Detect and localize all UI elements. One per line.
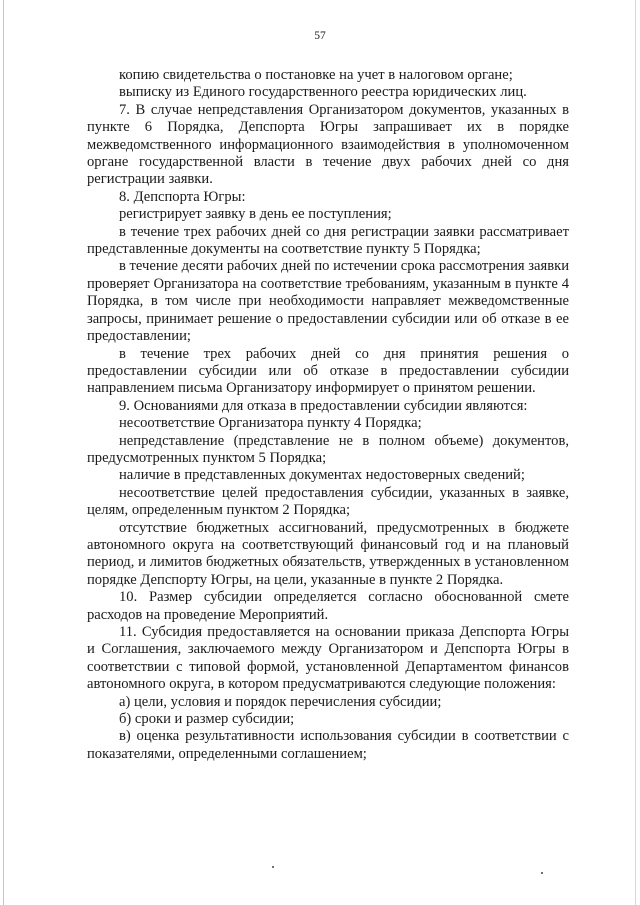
paragraph-three-days-decision: в течение трех рабочих дней со дня принятия решения о предоставлении субсидии или об отказе в предоставлении субсидии направлением письма Организатору информирует о принятом решении. — [87, 345, 569, 397]
paragraph-refusal-4: несоответствие целей предоставления субсидии, указанных в заявке, целям, определенным пунктом 2 Порядка; — [87, 484, 569, 519]
paragraph-tax-certificate: копию свидетельства о постановке на учет в налоговом органе; — [119, 67, 513, 83]
paragraph-three-days-review: в течение трех рабочих дней со дня регистрации заявки рассматривает представленные документы на соответствие пункту 5 Порядка; — [87, 223, 569, 258]
paragraph-item-9: 9. Основаниями для отказа в предоставлении субсидии являются: — [119, 397, 528, 414]
scan-speck — [541, 872, 543, 874]
paragraph-provision-a: а) цели, условия и порядок перечисления субсидии; — [119, 693, 442, 710]
paragraph-provision-c: в) оценка результативности использования субсидии в соответствии с показателями, определенными соглашением; — [87, 728, 569, 762]
paragraph-item-11: 11. Субсидия предоставляется на основании приказа Депспорта Югры и Соглашения, заключаемого между Организатором и Депспорта Югры в соответствии с типовой формой, установленной Департаментом финансов автономного округа, в котором предусматриваются следующие положения: — [87, 624, 569, 693]
paragraph-item-7: 7. В случае непредставления Организатором документов, указанных в пункте 6 Порядка, Депспорта Югры запрашивает их в порядке межведомственного информационного взаимодействия в уполномоченном органе государственной власти в течение двух рабочих дней со дня регистрации заявки. — [87, 101, 569, 188]
paragraph-refusal-5: отсутствие бюджетных ассигнований, предусмотренных в бюджете автономного округа на соответствующий финансовый год и на плановый период, и лимитов бюджетных обязательств, утвержденных в установленном порядке Депспорту Югры, на цели, указанные в пункте 2 Порядка. — [87, 519, 569, 588]
paragraph-refusal-1: несоответствие Организатора пункту 4 Порядка; — [119, 415, 422, 432]
paragraph-refusal-3: наличие в представленных документах недостоверных сведений; — [119, 467, 525, 484]
scan-left-edge — [3, 0, 4, 905]
paragraph-ten-days-check: в течение десяти рабочих дней по истечении срока рассмотрения заявки проверяет Организатора на соответствие требованиям, указанным в пункте 4 Порядка, в том числе при необходимости направляет межведомственные запросы, принимает решение о предоставлении субсидии или об отказе в ее предоставлении; — [87, 258, 569, 345]
paragraph-refusal-2: непредставление (представление не в полном объеме) документов, предусмотренных пунктом 5 Порядка; — [87, 432, 569, 466]
paragraph-item-8: 8. Депспорта Югры: — [119, 188, 246, 205]
scan-speck — [272, 866, 274, 868]
paragraph-item-10: 10. Размер субсидии определяется согласно обоснованной смете расходов на проведение Мероприятий. — [87, 589, 569, 623]
scan-right-edge — [635, 0, 636, 905]
page-number: 57 — [314, 30, 326, 42]
paragraph-egrul-extract: выписку из Единого государственного реестра юридических лиц. — [119, 84, 527, 101]
paragraph-registers-application: регистрирует заявку в день ее поступления; — [119, 206, 392, 223]
document-body — [87, 67, 569, 763]
paragraph-provision-b: б) сроки и размер субсидии; — [119, 711, 295, 728]
